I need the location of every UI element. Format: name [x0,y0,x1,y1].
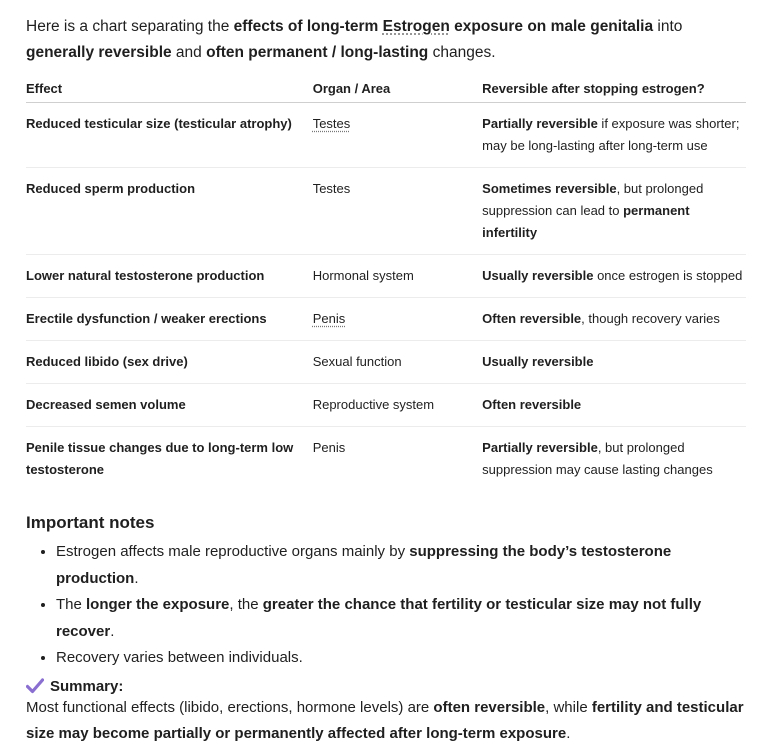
summary-paragraph [26,695,748,747]
effect-cell: Erectile dysfunction / weaker erections [26,311,267,326]
organ-cell: Reproductive system [312,397,435,412]
intro-paragraph [26,14,748,66]
note-text: The [56,596,87,613]
column-header-organ: Organ / Area [313,74,482,103]
intro-bold: generally reversible [26,44,172,61]
table-row [26,384,746,427]
note-bold: greater the chance that fertility or testicular size may not fully recover [56,596,702,640]
notes-heading: Important notes [26,513,155,532]
estrogen-link[interactable]: Estrogen [382,18,450,35]
notes-list [26,539,748,672]
organ-cell: Penis [312,440,346,455]
intro-text: changes. [428,44,496,61]
note-text: . [110,622,115,640]
summary-text: , while [545,698,592,716]
effect-cell: Reduced sperm production [26,181,196,196]
reversibility-text: , but prolonged suppression can lead to [482,181,704,218]
table-row [26,103,746,168]
reversibility-text: once estrogen is stopped [593,268,743,283]
summary-label: Summary: [50,677,124,695]
table-row [26,255,746,298]
summary-heading [26,678,748,695]
organ-cell-link[interactable]: Penis [312,311,346,326]
effect-cell: Reduced libido (sex drive) [26,354,188,369]
summary-bold: fertility and testicular size may become partially or permanently affected after long-term exposure [26,698,744,742]
column-header-reversible: Reversible after stopping estrogen? [482,74,746,103]
reversibility-bold: Usually reversible [482,354,594,369]
note-bold: suppressing the body’s testosterone production [56,543,672,587]
note-bold: longer the exposure [86,596,230,613]
check-icon [26,678,44,694]
effect-cell: Lower natural testosterone production [26,268,265,283]
organ-cell: Hormonal system [312,268,414,283]
effects-table [26,74,746,491]
reversibility-text: if exposure was shorter; may be long-lasting after long-term use [482,116,740,153]
table-row [26,341,746,384]
organ-cell-link[interactable]: Testes [312,116,351,131]
reversibility-bold: permanent infertility [482,203,690,240]
reversibility-bold: Often reversible [482,311,582,326]
reversibility-text: , but prolonged suppression may cause lasting changes [482,440,713,477]
summary-text: . [566,724,571,742]
reversibility-bold: Partially reversible [482,116,598,131]
reversibility-bold: Partially reversible [482,440,598,455]
note-text: , the [229,596,263,613]
list-item [56,539,748,592]
reversibility-text: , though recovery varies [581,311,720,326]
reversibility-bold: Usually reversible [482,268,594,283]
list-item [56,592,748,645]
summary-text: Most functional effects (libido, erections, hormone levels) are [26,698,434,716]
effect-cell: Reduced testicular size (testicular atrophy) [26,116,292,131]
table-row [26,298,746,341]
summary-bold: often reversible [433,698,546,716]
list-item [56,645,748,672]
organ-cell: Testes [312,181,351,196]
reversibility-bold: Often reversible [482,397,582,412]
table-header-row [26,74,746,103]
note-text: Estrogen affects male reproductive organs mainly by [56,543,410,560]
table-row [26,168,746,255]
table-row [26,427,746,492]
effect-cell: Decreased semen volume [26,397,186,412]
effect-cell: Penile tissue changes due to long-term low testosterone [26,440,294,477]
note-text: Recovery varies between individuals. [56,649,303,666]
organ-cell: Sexual function [312,354,402,369]
note-text: . [134,569,139,587]
intro-text: into [653,18,683,35]
intro-text: Here is a chart separating the [26,18,234,35]
intro-bold: exposure on male genitalia [449,18,654,35]
reversibility-bold: Sometimes reversible [482,181,617,196]
chat-response [26,14,748,747]
intro-bold: often permanent / long-lasting [206,44,429,61]
intro-bold: effects of long-term [233,18,383,35]
intro-text: and [171,44,207,61]
column-header-effect: Effect [26,74,313,103]
